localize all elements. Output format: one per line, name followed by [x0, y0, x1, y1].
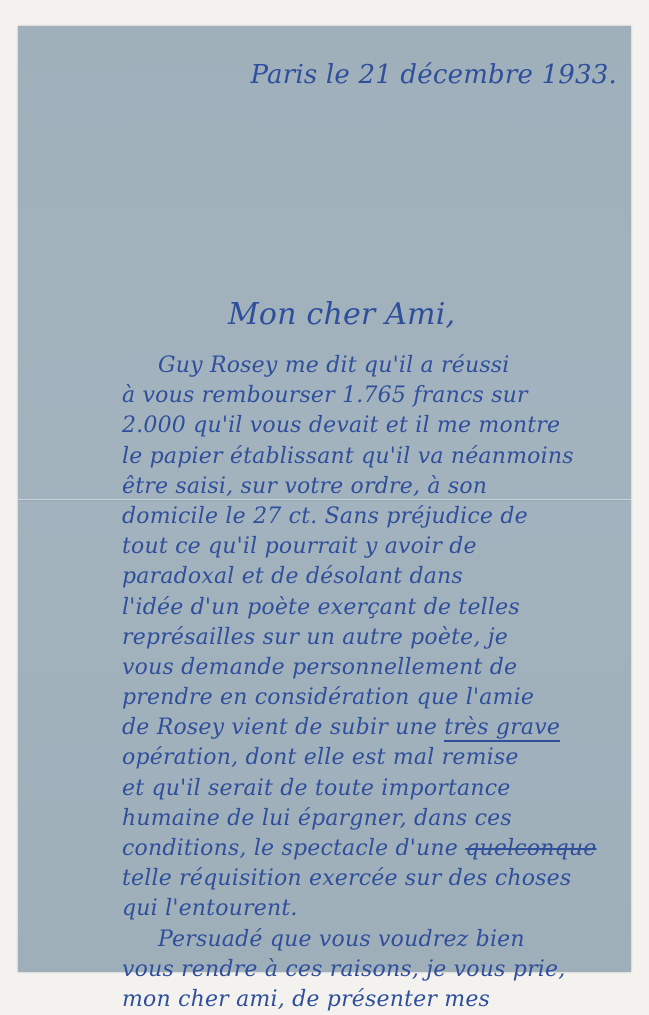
letter-line: vous rendre à ces raisons, je vous prie,: [122, 956, 566, 982]
letter-line: 2.000 qu'il vous devait et il me montre: [122, 413, 561, 439]
letter-line: opération, dont elle est mal remise: [122, 745, 519, 771]
letter-line: Persuadé que vous voudrez bien: [158, 926, 525, 952]
letter-line: l'idée d'un poète exerçant de telles: [122, 594, 520, 620]
struck-out-word: quelconque: [465, 836, 597, 861]
letter-line-text: conditions, le spectacle d'une: [122, 836, 466, 861]
letter-line: tout ce qu'il pourrait y avoir de: [122, 534, 477, 560]
letter-line: Guy Rosey me dit qu'il a réussi: [158, 353, 510, 378]
letter-salutation: Mon cher Ami,: [228, 297, 456, 332]
letter-line: telle réquisition exercée sur des choses: [122, 866, 572, 892]
letter-line: prendre en considération que l'amie: [122, 685, 535, 711]
letter-line: à vous rembourser 1.765 francs sur: [122, 383, 528, 409]
letter-body: [122, 351, 627, 1015]
letter-line: le papier établissant qu'il va néanmoins: [122, 443, 574, 469]
letter-line: domicile le 27 ct. Sans préjudice de: [122, 503, 528, 529]
letter-line: qui l'entourent.: [122, 896, 298, 922]
letter-dateline: Paris le 21 décembre 1933.: [250, 60, 617, 90]
letter-line: vous demande personnellement de: [122, 654, 518, 680]
letter-sheet: [18, 26, 631, 1012]
letter-line: et qu'il serait de toute importance: [122, 775, 511, 801]
letter-line: être saisi, sur votre ordre, à son: [122, 473, 488, 499]
letter-line: représailles sur un autre poète, je: [122, 624, 508, 650]
letter-line: [122, 713, 627, 743]
letter-line: humaine de lui épargner, dans ces: [122, 805, 512, 831]
letter-line: paradoxal et de désolant dans: [122, 564, 463, 590]
underlined-phrase: très grave: [444, 715, 561, 741]
letter-line: [122, 834, 627, 864]
letter-line: mon cher ami, de présenter mes: [122, 986, 491, 1012]
letter-line-text: de Rosey vient de subir une: [122, 715, 445, 741]
